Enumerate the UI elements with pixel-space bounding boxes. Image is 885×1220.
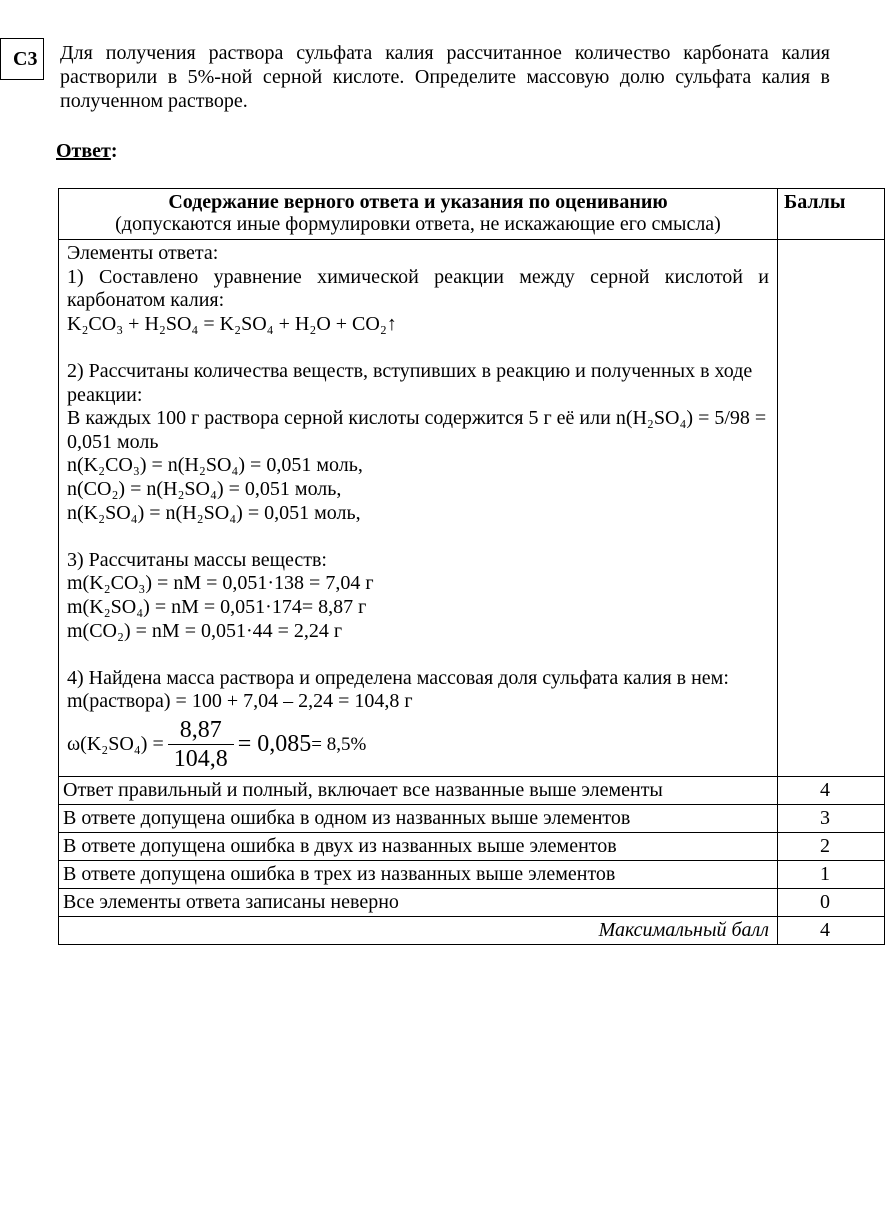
step4-title: 4) Найдена масса раствора и определена массовая доля сульфата калия в нем: bbox=[67, 666, 729, 689]
step2-title: 2) Рассчитаны количества веществ, вступивших в реакцию и полученных в ходе реакции: bbox=[67, 359, 753, 406]
fraction bbox=[168, 716, 234, 773]
answer-label: Ответ: bbox=[56, 140, 118, 162]
max-score-row bbox=[59, 916, 885, 944]
step3-line2: m(K₂SO₄) = nM = 0,051·174= 8,87 г bbox=[67, 595, 367, 618]
criterion-text: Все элементы ответа записаны неверно bbox=[59, 888, 778, 916]
omega-result: = 0,085 bbox=[237, 731, 312, 758]
header-score-label: Баллы bbox=[784, 191, 846, 213]
omega-label: ω(K₂SO₄) = bbox=[67, 733, 164, 756]
step2-line3: n(CO₂) = n(H₂SO₄) = 0,051 моль, bbox=[67, 477, 342, 500]
step2-line1: В каждых 100 г раствора серной кислоты содержится 5 г её или n(H₂SO₄) = 5/98 = 0,051 моль bbox=[67, 407, 767, 453]
criterion-score: 0 bbox=[778, 888, 885, 916]
criteria-row bbox=[59, 776, 885, 804]
criterion-score: 4 bbox=[778, 776, 885, 804]
criteria-row bbox=[59, 832, 885, 860]
task-text: Для получения раствора сульфата калия рассчитанное количество карбоната калия растворили в 5%-ной серной кислоте. Определите массовую долю сульфата калия в полученном растворе. bbox=[60, 42, 830, 112]
answer-body-score-cell bbox=[778, 240, 885, 777]
step2-line4: n(K₂SO₄) = n(H₂SO₄) = 0,051 моль, bbox=[67, 501, 361, 524]
criterion-text: В ответе допущена ошибка в одном из названных выше элементов bbox=[59, 804, 778, 832]
task-code-box bbox=[0, 38, 44, 80]
criteria-row bbox=[59, 860, 885, 888]
criterion-score: 3 bbox=[778, 804, 885, 832]
header-content-cell bbox=[59, 189, 778, 240]
criterion-score: 2 bbox=[778, 832, 885, 860]
grading-table bbox=[58, 188, 885, 945]
criterion-text: Ответ правильный и полный, включает все названные выше элементы bbox=[59, 776, 778, 804]
step1-equation: K₂CO₃ + H₂SO₄ = K₂SO₄ + H₂O + CO₂↑ bbox=[67, 312, 397, 335]
elements-title: Элементы ответа: bbox=[67, 242, 219, 264]
criteria-row bbox=[59, 804, 885, 832]
answer-body-row bbox=[59, 240, 885, 777]
answer-body-cell bbox=[59, 240, 778, 777]
fraction-denominator: 104,8 bbox=[168, 744, 234, 773]
header-title: Содержание верного ответа и указания по оцениванию bbox=[168, 191, 668, 213]
omega-formula bbox=[67, 714, 769, 776]
table-header-row bbox=[59, 189, 885, 240]
step3-line3: m(CO₂) = nM = 0,051·44 = 2,24 г bbox=[67, 619, 343, 642]
criteria-row bbox=[59, 888, 885, 916]
task-code: С3 bbox=[13, 48, 38, 70]
criterion-text: В ответе допущена ошибка в трех из названных выше элементов bbox=[59, 860, 778, 888]
step1-title: 1) Составлено уравнение химической реакции между серной кислотой и карбонатом калия: bbox=[67, 265, 769, 312]
step3-title: 3) Рассчитаны массы веществ: bbox=[67, 548, 327, 571]
max-score-label: Максимальный балл bbox=[59, 916, 778, 944]
step4-line1: m(раствора) = 100 + 7,04 – 2,24 = 104,8 г bbox=[67, 690, 413, 713]
omega-percent: = 8,5% bbox=[311, 734, 367, 756]
criterion-score: 1 bbox=[778, 860, 885, 888]
max-score-value: 4 bbox=[778, 916, 885, 944]
step2-line2: n(K₂CO₃) = n(H₂SO₄) = 0,051 моль, bbox=[67, 454, 363, 477]
header-score-cell bbox=[778, 189, 885, 240]
step3-line1: m(K₂CO₃) = nM = 0,051·138 = 7,04 г bbox=[67, 572, 374, 595]
fraction-numerator: 8,87 bbox=[179, 717, 222, 744]
header-subtitle: (допускаются иные формулировки ответа, не искажающие его смысла) bbox=[115, 213, 721, 235]
criterion-text: В ответе допущена ошибка в двух из названных выше элементов bbox=[59, 832, 778, 860]
